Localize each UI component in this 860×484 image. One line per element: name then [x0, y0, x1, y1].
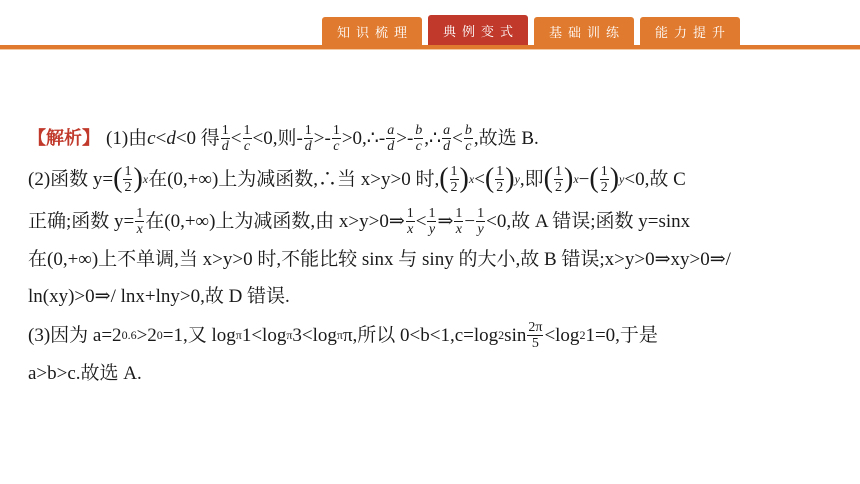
fraction: $\frac{b}{c}$ — [464, 123, 472, 154]
fraction: $\frac{2\pi}{5}$ — [528, 319, 543, 351]
fraction: $\frac{1}{c}$ — [332, 123, 340, 154]
fraction: $\frac{1}{x}$ — [136, 205, 144, 237]
fraction: $\frac{1}{2}$ — [555, 163, 562, 195]
fraction: $\frac{1}{x}$ — [455, 205, 463, 237]
fraction: $\frac{b}{c}$ — [415, 123, 423, 154]
fraction: $\frac{1}{y}$ — [477, 205, 485, 237]
fraction: $\frac{1}{d}$ — [221, 123, 229, 154]
fraction: $\frac{a}{d}$ — [387, 123, 395, 154]
nav-tabs — [322, 17, 740, 45]
fraction: $\frac{a}{d}$ — [443, 123, 451, 154]
fraction: $\frac{1}{2}$ — [496, 163, 504, 195]
fraction: $\frac{1}{x}$ — [406, 205, 414, 237]
solution-line-6: (3)因为 a=2 0.6 >2 0 =1,又 log π 1<log π 3<log π π,所以 0<b<1,c=log 2 sin $\frac{2\pi}{5}$ <log 2 1=0,于是 — [28, 319, 658, 351]
solution-text — [28, 120, 838, 392]
tab-typical-examples[interactable]: 典例变式 — [428, 15, 528, 45]
fraction: $\frac{1}{2}$ — [450, 163, 458, 195]
solution-line-5: ln(xy)>0⇒/ lnx+lny>0,故 D 错误. — [28, 286, 290, 307]
tab-basic-training[interactable]: 基础训练 — [534, 17, 634, 45]
solution-line-2: (2)函数 y= ( $\frac{1}{2}$ ) x 在(0,+∞)上为减函数,∴当 x>y>0 时, ( $\frac{1}{2}$ ) x < ( $\frac{1}{2}$ ) y ,即 ( $\frac{1}{2}$ ) x − ( $\frac{1}{2}$ ) y <0,故 C — [28, 163, 686, 195]
tab-knowledge-review[interactable]: 知识梳理 — [322, 17, 422, 45]
solution-line-7: a>b>c.故选 A. — [28, 363, 142, 384]
analysis-label: 【解析】 — [28, 128, 100, 149]
header-rule-shadow — [0, 49, 860, 50]
fraction: $\frac{1}{2}$ — [600, 163, 608, 195]
solution-line-4: 在(0,+∞)上不单调,当 x>y>0 时,不能比较 sinx 与 siny 的大小,故 B 错误;x>y>0⇒xy>0⇒/ — [28, 249, 731, 270]
fraction: $\frac{1}{2}$ — [124, 163, 132, 195]
fraction: $\frac{1}{d}$ — [304, 123, 312, 154]
solution-line-3: 正确;函数 y= $\frac{1}{x}$ 在(0,+∞)上为减函数,由 x>y>0⇒ $\frac{1}{x}$ < $\frac{1}{y}$ ⇒ $\frac{1}{x}$ − $\frac{1}{y}$ <0,故 A 错误;函数 y=sinx — [28, 205, 691, 237]
tab-ability-improvement[interactable]: 能力提升 — [640, 17, 740, 45]
fraction: $\frac{1}{y}$ — [428, 205, 436, 237]
fraction: $\frac{1}{c}$ — [243, 123, 251, 154]
solution-line-1: 【解析】 (1)由 c < d <0 得 $\frac{1}{d}$ < $\frac{1}{c}$ <0,则- $\frac{1}{d}$ >- $\frac{1}{c}$ >0,∴- $\frac{a}{d}$ >- $\frac{b}{c}$ ,∴ $\frac{a}{d}$ < $\frac{b}{c}$ ,故选 B. — [28, 120, 838, 157]
